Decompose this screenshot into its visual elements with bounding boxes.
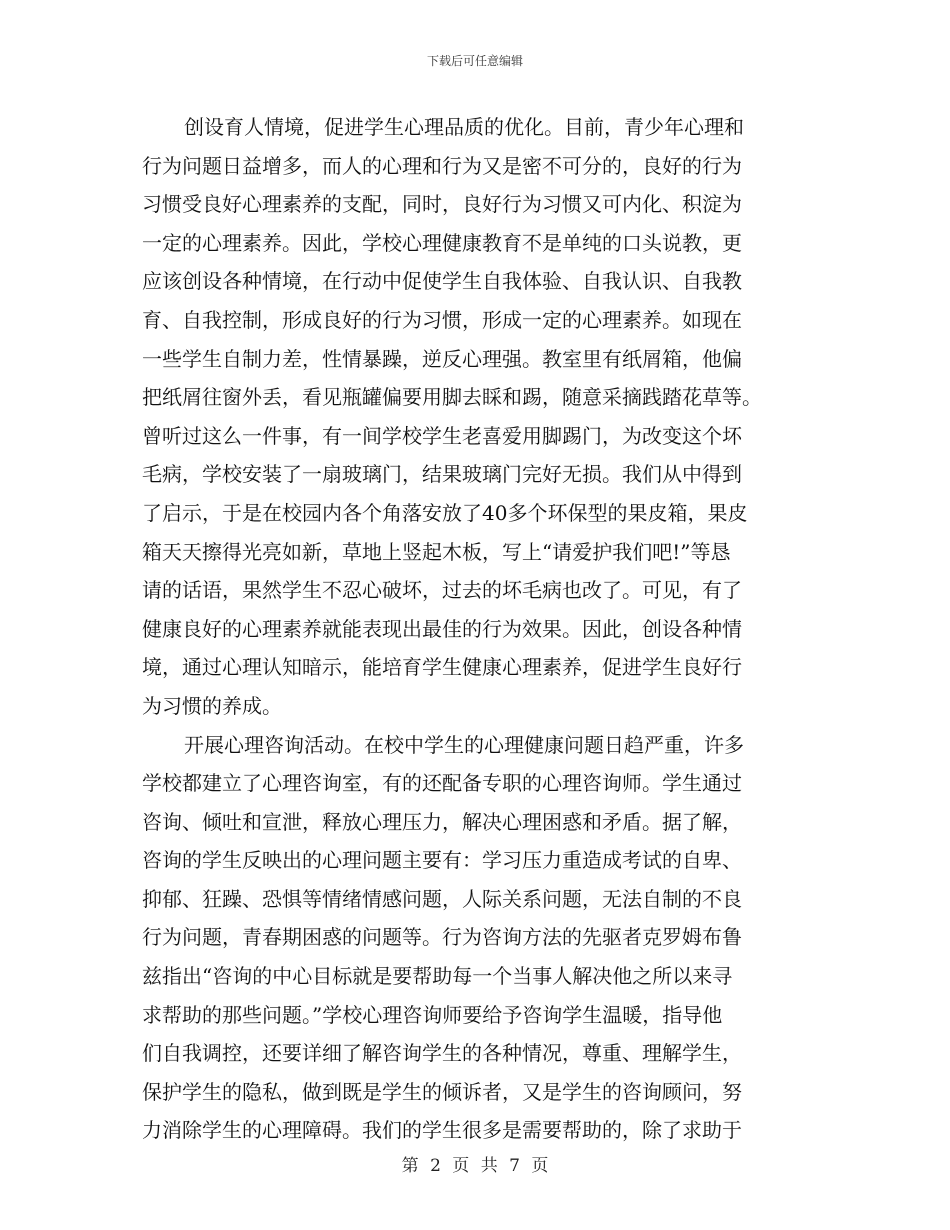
page-header: 下载后可任意编辑	[426, 54, 523, 68]
text-line: 一定的心理素养。因此，学校心理健康教育不是单纯的口头说教，更	[142, 230, 742, 255]
paragraph-2	[142, 726, 812, 1151]
text-line: 一些学生自制力差，性情暴躁，逆反心理强。教室里有纸屑箱，他偏	[142, 346, 742, 371]
text-line: 应该创设各种情境，在行动中促使学生自我体验、自我认识、自我教	[142, 269, 742, 294]
document-body	[142, 108, 812, 1150]
text-line: 境，通过心理认知暗示，能培育学生健康心理素养，促进学生良好行	[142, 655, 742, 680]
page-footer: 第 2 页 共 7 页	[401, 1156, 549, 1176]
text-line: 兹指出“咨询的中心目标就是要帮助每一个当事人解决他之所以来寻	[142, 964, 733, 989]
text-line: 箱天天擦得光亮如新，草地上竖起木板，写上“请爱护我们吧!”等恳	[142, 539, 731, 564]
text-line: 咨询、倾吐和宣泄，释放心理压力，解决心理困惑和矛盾。据了解，	[142, 809, 742, 834]
text-line: 保护学生的隐私，做到既是学生的倾诉者，又是学生的咨询顾问，努	[142, 1079, 742, 1104]
text-line: 抑郁、狂躁、恐惧等情绪情感问题，人际关系问题，无法自制的不良	[142, 886, 742, 911]
text-line: 求帮助的那些问题。”学校心理咨询师要给予咨询学生温暖，指导他	[142, 1002, 723, 1027]
text-line: 行为问题，青春期困惑的问题等。行为咨询方法的先驱者克罗姆布鲁	[142, 925, 742, 950]
text-line: 曾听过这么一件事，有一间学校学生老喜爱用脚踢门，为改变这个坏	[142, 423, 742, 448]
text-line: 力消除学生的心理障碍。我们的学生很多是需要帮助的，除了求助于	[142, 1118, 742, 1143]
text-line: 毛病，学校安装了一扇玻璃门，结果玻璃门完好无损。我们从中得到	[142, 462, 742, 487]
text-line: 咨询的学生反映出的心理问题主要有：学习压力重造成考试的自卑、	[142, 848, 742, 873]
text-line: 们自我调控，还要详细了解咨询学生的各种情况，尊重、理解学生，	[142, 1041, 742, 1066]
text-line: 创设育人情境，促进学生心理品质的优化。目前，青少年心理和	[184, 115, 744, 139]
text-line: 学校都建立了心理咨询室，有的还配备专职的心理咨询师。学生通过	[142, 771, 742, 796]
text-line: 健康良好的心理素养就能表现出最佳的行为效果。因此，创设各种情	[142, 616, 742, 641]
text-line: 开展心理咨询活动。在校中学生的心理健康问题日趋严重，许多	[184, 732, 744, 757]
text-line: 习惯受良好心理素养的支配，同时，良好行为习惯又可内化、积淀为	[142, 192, 742, 217]
paragraph-1	[142, 108, 812, 726]
text-line: 了启示，于是在校园内各个角落安放了40多个环保型的果皮箱，果皮	[142, 500, 748, 525]
text-line: 为习惯的养成。	[142, 693, 282, 718]
text-line: 把纸屑往窗外丢，看见瓶罐偏要用脚去睬和踢，随意采摘践踏花草等。	[142, 385, 762, 410]
text-line: 育、自我控制，形成良好的行为习惯，形成一定的心理素养。如现在	[142, 307, 742, 332]
text-line: 请的话语，果然学生不忍心破坏，过去的坏毛病也改了。可见，有了	[142, 578, 742, 603]
text-line: 行为问题日益增多，而人的心理和行为又是密不可分的，良好的行为	[142, 153, 742, 178]
